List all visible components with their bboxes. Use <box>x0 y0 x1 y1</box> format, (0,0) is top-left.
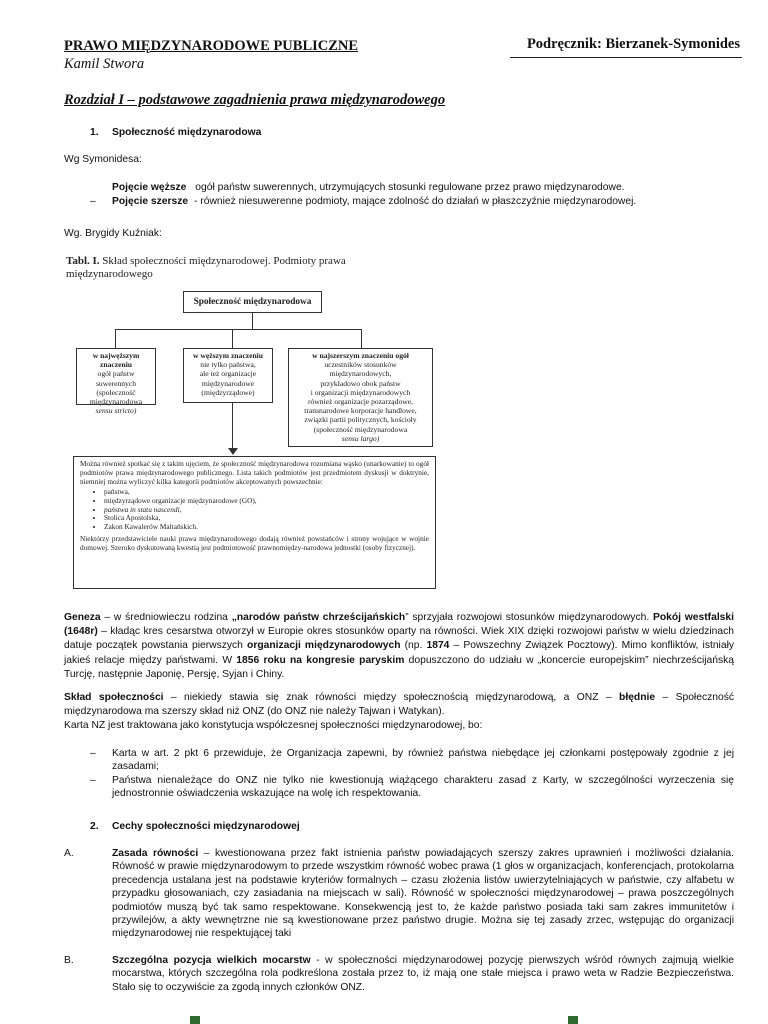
box-line: również organizacje pozarządowe, <box>307 397 414 407</box>
footer-decoration-right <box>568 1016 578 1024</box>
figure-caption-label: Tabl. I. <box>66 255 100 267</box>
text-run-bold: organizacji międzynarodowych <box>247 640 401 652</box>
box-line: ogół państw suwerennych <box>95 369 137 388</box>
broad-definition <box>112 195 636 209</box>
text-run-bold: „narodów państw chrześcijańskich <box>231 612 406 623</box>
diagram-bottom-box <box>73 456 436 589</box>
box-line: transnarodowe korporacje handlowe, <box>304 406 417 416</box>
sklad-label: Skład społeczności <box>64 692 164 703</box>
item-a-text: – kwestionowana przez fakt istnienia państw powiadających szerszy zakres uprawnień i możliwości działania. Równość w prawie międzynarodowym to przede wszystkim równość wobec prawa (1 głos w organizacjach, konferencjach, protokolarna precedencja ustalana jest na podstawie kryteriów formalnych – czasu złożenia listów uwierzytelniających w państwie, czy alfabetu w przypadku głosowaniach, czy zasiadania na miejscach w sali). Równość w społeczności międzynarodowej – prawa poszczególnych podmiotów muszą być tak samo respektowane. Konsekwencją jest to, że każde państwo posiada taki sam zakres immunitetów i przywilejów, a akty wewnętrzne nie są kwestionowane przez państwo drugie. Można się tej zasady zrzec, wstępując do organizacji międzynarodowej nie respektującej taki <box>112 848 734 940</box>
box-line: sensu stricto) <box>95 406 137 416</box>
connector <box>232 329 233 348</box>
item-b-paragraph <box>112 954 734 994</box>
connector <box>361 329 362 348</box>
bottom-box-intro: Można również spotkać się z takim ujęciem, że społeczność międzynarodowa rozumiana wąsko (unarkowanie) to ogół podmiotów prawa międzynarodowego publicznego. Lista takich podmiotów jest przedmiotem dyskusji w doktrynie, niemniej można wyliczyć kilka kategorii podmiotów akceptowanych powszechnie: <box>80 459 429 486</box>
section1-number: 1. <box>90 127 99 138</box>
broad-term: Pojęcie szersze <box>112 196 189 207</box>
box-line: międzynarodowa <box>89 397 143 407</box>
box-line: (społeczność <box>96 387 136 397</box>
connector <box>115 329 116 348</box>
bullet-marker: – <box>90 775 96 786</box>
box-line: ale też organizacje <box>199 369 257 379</box>
box-line: sensu largo) <box>341 433 380 443</box>
sklad-paragraph <box>64 691 734 719</box>
geneza-paragraph <box>64 611 734 682</box>
text-run: – niekiedy stawia się znak równości między społecznością międzynarodową, a ONZ – <box>163 692 620 703</box>
box-line: w węższym znaczeniu <box>192 351 263 360</box>
section2-heading: Cechy społeczności międzynarodowej <box>112 821 300 832</box>
list-item: • Stolica Apostolska, <box>104 514 429 523</box>
box-line: międzynarodowych, <box>329 369 392 379</box>
figure-caption-line1: Skład społeczności międzynarodowej. Podmioty prawa <box>102 255 346 267</box>
text-run-bold: błędnie <box>619 692 656 703</box>
figure-caption <box>66 255 386 281</box>
figure-caption-line2: międzynarodowego <box>66 268 153 280</box>
text-run: – kładąc kres cesarstwa otworzył w Europie okres stosunków oparty na równości. Wiek XIX dzięki rozwojowi państw w wielu dziedzinach datuje początek powstania pierwszych <box>64 626 734 652</box>
item-a-letter: A. <box>64 848 74 859</box>
chapter-title: Rozdział I – podstawowe zagadnienia prawa międzynarodowego <box>64 92 446 108</box>
text-run: – w średniowieczu rodzina <box>100 612 232 623</box>
connector <box>252 313 253 329</box>
narrow-definition <box>112 181 625 195</box>
text-run-bold: 1874 <box>426 640 450 652</box>
dash-bullet: – <box>90 196 96 207</box>
box-line: (społeczność międzynarodowa <box>313 424 408 434</box>
narrow-def: ogół państw suwerennych, utrzymujących stosunki regulowane przez prawo międzynarodowe. <box>195 182 625 193</box>
box-line: przykładowo obok państw <box>320 378 401 388</box>
box-line: międzynarodowe <box>201 378 255 388</box>
diagram-box-narrow <box>183 348 273 403</box>
list-item: • międzyrządowe organizacje międzynarodowe (GO), <box>104 497 429 506</box>
item-b-text: - w społeczności międzynarodowej pozycję pierwszych wśród równych zajmują wielkie mocarstwa, których szczególna rola podkreślona została przez to, iż mają one stałe miejsca i prawo weta w Radzie Bezpieczeństwa. Stało się to oczywiście za zgodą innych członków ONZ. <box>112 955 734 993</box>
kuzniak-intro: Wg. Brygidy Kuźniak: <box>64 228 162 239</box>
text-run: – Społeczność międzynarodowa ma szerszy skład niż ONZ (do ONZ nie należy Tajwan i Watykan). <box>64 692 734 718</box>
text-run-bold: 1856 roku na kongresie paryskim <box>236 654 405 666</box>
section2-number: 2. <box>90 821 99 832</box>
symonides-intro: Wg Symonidesa: <box>64 154 142 165</box>
box-line: w najszerszym znaczeniu ogół <box>312 351 409 360</box>
item-a-paragraph <box>112 847 734 941</box>
narrow-term: Pojęcie węższe <box>112 182 187 193</box>
karta-bullet-1: Karta w art. 2 pkt 6 przewiduje, że Organizacja zapewni, by również państwa niebędące jej członkami postępowały zgodnie z jej zasadami; <box>112 748 734 773</box>
list-item: • państwa, <box>104 488 429 497</box>
karta-bullet-2: Państwa nienależące do ONZ nie tylko nie kwestionują wiążącego charakteru zasad z Karty, w szczególności wyrzeczenia się jednostronnie oświadczenia wskazujące na wolę ich respektowania. <box>112 775 734 800</box>
bullet-marker: – <box>90 748 96 759</box>
box-line: i organizacji międzynarodowych <box>310 387 411 397</box>
box-line: uczestników stosunków <box>324 360 397 370</box>
diagram-box-broadest <box>288 348 433 447</box>
document-title: PRAWO MIĘDZYNARODOWE PUBLICZNE <box>64 38 359 54</box>
author-name: Kamil Stwora <box>64 56 145 72</box>
box-line: związki partii politycznych, kościoły <box>304 415 417 425</box>
arrow-down-icon <box>228 448 238 455</box>
header-underline <box>510 57 742 58</box>
diagram-box-narrowest <box>76 348 156 416</box>
diagram-root-box: Społeczność międzynarodowa <box>183 291 322 313</box>
text-run-bold: Pokój westfalski (1648r) <box>64 612 734 638</box>
geneza-label: Geneza <box>64 612 101 623</box>
text-run: – Powszechny Związek Pocztowy). Mimo konfliktów, istniały jakieś relacje między państwami. W <box>64 640 735 666</box>
footer-decoration-left <box>190 1016 200 1024</box>
text-run: dopuszczono do udziału w „koncercie europejskim” niechrześcijańską Turcję, następnie Japonię, Persję, Syjan i Chiny. <box>64 654 735 680</box>
item-b-label: Szczególna pozycja wielkich mocarstw <box>112 955 311 966</box>
textbook-reference: Podręcznik: Bierzanek-Symonides <box>526 36 740 52</box>
bottom-box-outro: Niektórzy przedstawiciele nauki prawa międzynarodowego dodają również powstańców i strony wojujące w wojnie domowej. Szeroko dyskutowaną kwestią jest podmiotowość prawnomiędzy-narodowa jednostki (osoby fizycznej). <box>80 534 429 553</box>
broad-def: - również niesuwerenne podmioty, mające zdolność do działań w płaszczyźnie międzynarodowej. <box>194 196 637 207</box>
karta-intro: Karta NZ jest traktowana jako konstytucja współczesnej społeczności międzynarodowej, bo: <box>64 720 483 731</box>
arrow-line <box>232 403 233 451</box>
section1-heading: Społeczność międzynarodowa <box>112 127 262 138</box>
box-line: (międzyrządowe) <box>201 387 255 397</box>
box-line: w najwęższym znaczeniu <box>92 351 140 370</box>
item-b-letter: B. <box>64 955 74 966</box>
item-a-label: Zasada równości <box>112 848 199 859</box>
box-line: nie tylko państwa, <box>200 360 256 370</box>
text-run: (np. <box>400 640 427 652</box>
list-item: • Zakon Kawalerów Maltańskich. <box>104 523 429 532</box>
text-run: ” sprzyjała rozwojowi stosunków międzynarodowych. <box>405 612 653 623</box>
list-item: • państwa in statu nascendi, <box>104 506 429 515</box>
bottom-box-list <box>80 488 429 533</box>
connector <box>115 329 362 330</box>
